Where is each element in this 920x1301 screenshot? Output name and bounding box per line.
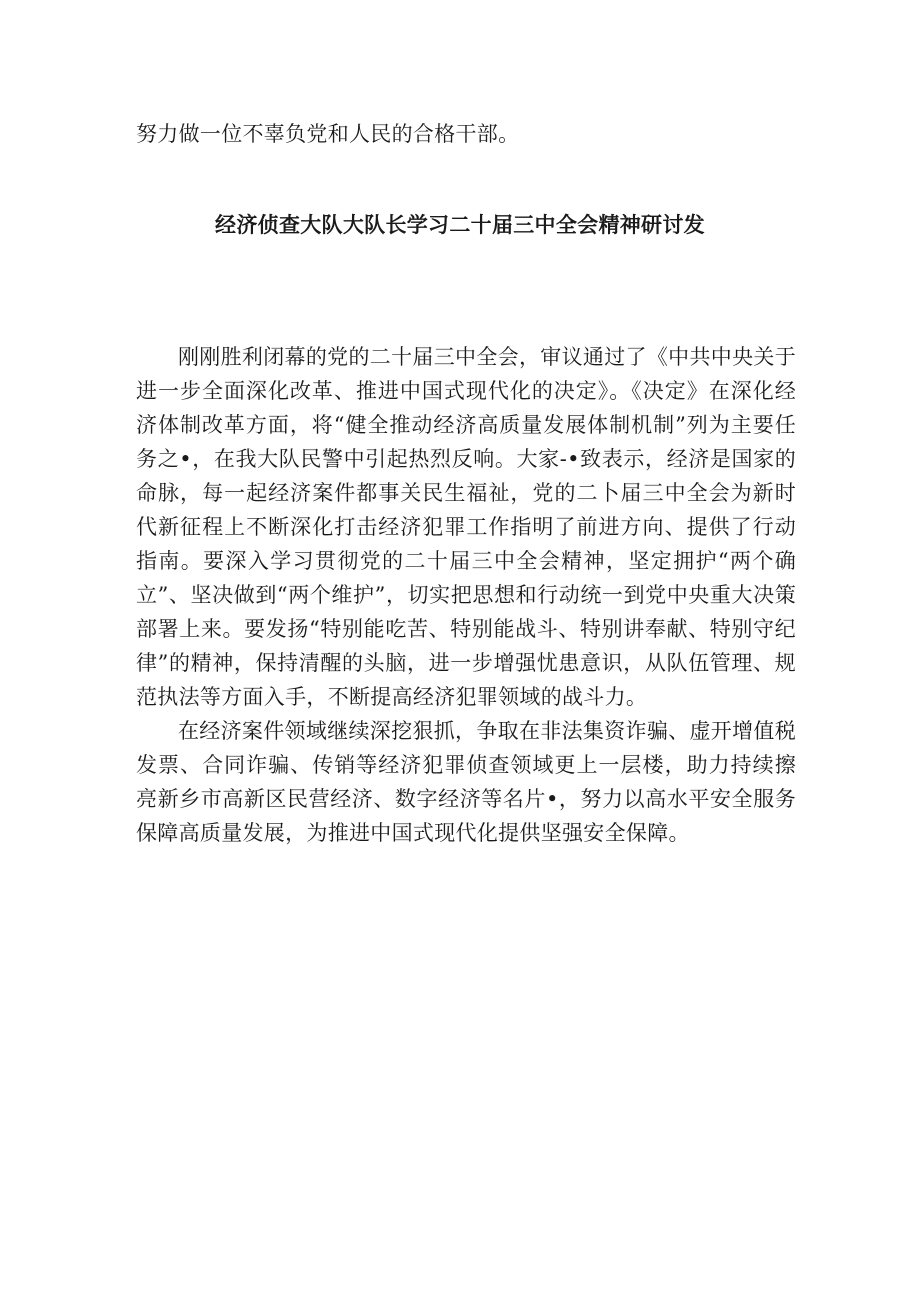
lead-line: 努力做一位不辜负党和人民的合格干部。 <box>136 122 520 146</box>
document-title: 经济侦查大队大队长学习二十届三中全会精神研讨发 <box>215 213 705 237</box>
paragraph: 刚刚胜利闭幕的党的二十届三中全会，审议通过了《中共中央关于进一步全面深化改革、推进中国式现代化的决定》。《决定》在深化经济体制改革方面，将“健全推动经济高质量发展体制机制”列为主要任务之•，在我大队民警中引起热烈反响。大家-•致表示，经济是国家的命脉，每一起经济案件都事关民生福祉，党的二卜届三中全会为新时代新征程上不断深化打击经济犯罪工作指明了前进方向、提供了行动指南。要深入学习贯彻党的二十届三中全会精神，坚定拥护“两个确立”、坚决做到“两个维护”，切实把思想和行动统一到党中央重大决策部署上来。要发扬“特别能吃苦、特别能战斗、特别讲奉献、特别守纪律”的精神，保持清醒的头脑，进一步增强忧患意识，从队伍管理、规范执法等方面入手，不断提高经济犯罪领域的战斗力。 <box>136 345 796 709</box>
document-body <box>136 340 796 850</box>
paragraph: 在经济案件领域继续深挖狠抓，争取在非法集资诈骗、虚开增值税发票、合同诈骗、传销等经济犯罪侦查领域更上一层楼，助力持续擦亮新乡市高新区民营经济、数字经济等名片•，努力以高水平安全服务保障高质量发展，为推进中国式现代化提供坚强安全保障。 <box>136 719 796 845</box>
